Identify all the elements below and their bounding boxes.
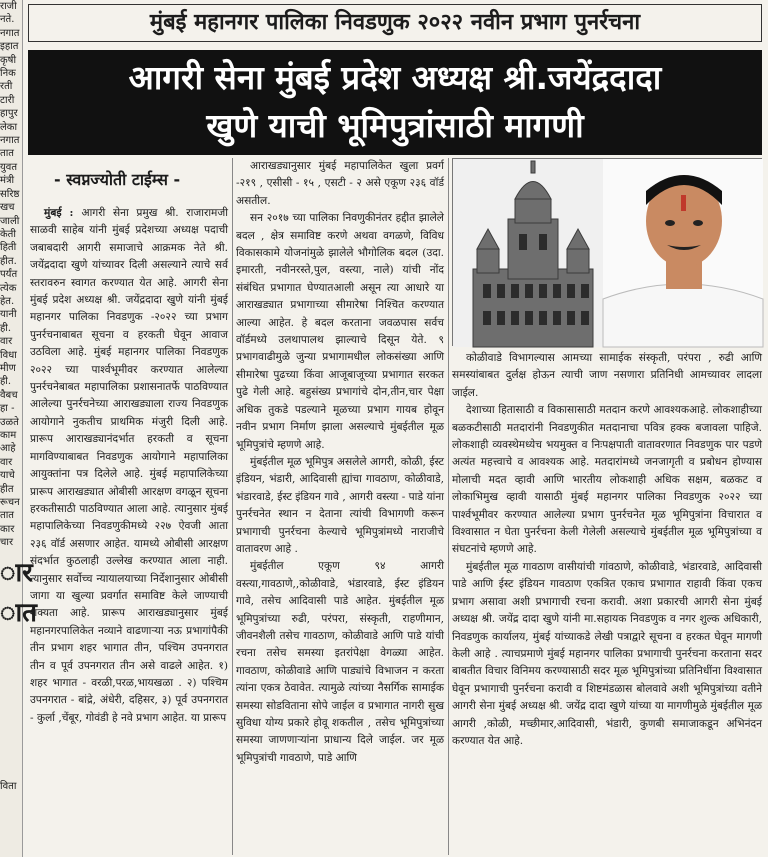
adjacent-column-heading [0, 556, 37, 630]
adjacent-column-line: खच [0, 202, 15, 214]
adjacent-column-line: टारी [0, 94, 15, 106]
adjacent-column-line: काम [0, 430, 17, 441]
adjacent-column-line: इहात [0, 41, 19, 53]
article-column-3 [452, 350, 762, 855]
headline-line-2: खुणे याची भूमिपुत्रांसाठी मागणी [206, 106, 584, 145]
article-paragraph [236, 210, 444, 454]
adjacent-column-line: विधा [0, 349, 17, 361]
byline: - स्वप्नज्योती टाईम्स - [54, 170, 181, 189]
adjacent-column-line: मंत्री [0, 175, 15, 187]
adjacent-column-line: आहे [0, 443, 16, 455]
adjacent-column-line: त्येक [0, 282, 17, 294]
column-divider [448, 158, 449, 855]
article-paragraph [452, 559, 762, 750]
adjacent-column-line: ात [0, 597, 37, 628]
dateline: मुंबई : [44, 207, 82, 219]
adjacent-column-line: राजी [0, 1, 17, 12]
adjacent-column-line: हा - [0, 403, 15, 415]
adjacent-column-line: ही. [0, 376, 12, 388]
adjacent-column-line: ार [0, 557, 33, 588]
adjacent-column-bottom [0, 780, 22, 793]
adjacent-column-line: रती [0, 81, 13, 93]
paragraph-text: मुंबईतील एकूण ९४ आगरी वस्त्या,गावठाणे,,कोळीवाडे, भंडारवाडे, ईस्ट इंडियन गावे, तसेच आदिवासी पाडे आहेत. मुंबईतील मूळ भूमिपुत्रांच्या रुढी, परंपरा, संस्कृती, राहणीमान, जीवनशैली तसेच गावठाण, कोळीवाडे आणि पाडे यांची रचना तसेच समस्या इतरांपेक्षा वेगळ्या आहेत. गावठाण, कोळीवाडे आणि पाड्यांचे विभाजन न करता त्यांना एकत्र ठेवावेत. त्यामुळे त्यांच्या नैसर्गिक सामाईक समस्या सोडविताना सोपे जाईल व प्रभागात नागरी सुख सुविधा योग्य प्रकारे होवू शकतील , तसेच भूमिपुत्रांच्या समस्या जाणणाऱ्यांना प्राधान्य दिले जाईल. जर मूळ भूमिपुत्रांची गावठाणे, पाडे आणि [236, 560, 444, 764]
headline [28, 50, 762, 155]
article-paragraph [236, 558, 444, 767]
paragraph-text: कोळीवाडे विभागल्यास आमच्या सामाईक संस्कृती, परंपरा , रुढी आणि समस्यांबाबत दुर्लक्ष होऊन त्याची जाण नसणारा प्रतिनिधी आमच्यावर लादला जाईल. [452, 352, 762, 399]
adjacent-column-line: निक [0, 68, 16, 80]
paragraph-text: आगरी सेना प्रमुख श्री. राजारामजी साळवी साहेब यांनी मुंबई प्रदेशच्या अध्यक्ष पदाची जबाबदारी आगरी समाजाचे आक्रमक नेते श्री. जयेंद्रदादा खुणे यांच्यावर दिली असल्याने त्याचे सर्व स्तरावरुन स्वागत करण्यात येत आहे. आगरी सेना मुंबई प्रदेश अध्यक्ष श्री. जयेंद्रदादा खुणे यांनी मुंबई महानगर पालिका निवडणुक -२०२२ च्या प्रभाग पुनर्रचनाबाबत सूचना व हरकती घेवून आवाज उठविला आहे. मुंबई महानगर पालिका निवडणुक २०२२ च्या पार्श्वभूमीवर करण्यात आलेल्या पुनर्रचनेबाबत महापालिका प्रशासनातर्फे पाठविण्यात आलेल्या पुनर्रचनेच्या आराखड्याला राज्य निवडणुक आयोगाने नुकतीच प्राथमिक मंजुरी दिली आहे. प्रारूप आराखड्यानंदर्भात हरकती व सूचना मागविण्याबाबत निवडणुक आयोगाने महापालिका आयुक्तांना पत्र दिलेले आहे. मुंबई महापालिकेच्या प्रारूप आराखड्यात ओबीसी आरक्षण वगळून सूचना हरकतीसाठी पाठविण्यात आला आहे. त्यानुसार मुंबई महापालिकेच्या निवडणुकीमध्ये २२७ ऐवजी आता २३६ वॉर्ड असणार आहेत. यामध्ये ओबीसी आरक्षण संदर्भात कुठलाही उल्लेख करण्यात आला नाही. त्यानुसार सर्वोच्च न्यायालयाच्या निर्देशानुसार ओबीसी जागा या खुल्या प्रवर्गात समाविष्ट केले जाण्याची शक्यता आहे. प्रारूप आराखड्यानुसार मुंबई महानगरपालिकेत नव्याने वाढणाऱ्या नऊ प्रभागांपैकी तीन प्रभाग शहर भागात तीन, पश्चिम उपनगरात तीन व पूर्व उपनगरात तीन असे वाढले आहेत. १) शहर भागात - वरळी,परळ,भायखळा . २) पश्चिम उपनगरात - बांद्रे, अंधेरी, दहिसर, ३) पूर्व उपनगरात - कुर्ला ,चेंबूर, गोवंडी हे नवे प्रभाग आहेत. या प्रारूप [30, 207, 229, 724]
article-paragraph [452, 402, 762, 559]
adjacent-column-line: यानी [0, 309, 17, 321]
paragraph-text: सन २०१७ च्या पालिका निवणुकीनंतर हद्दीत झालेले बदल , क्षेत्र समाविष्ट करणे अथवा वगळणे, विविध विकासकामे योजनांमुळे झालेले भौगोलिक बदल (उदा. इमारती, नवीनरस्ते,पुल, वस्त्या, नाले) यांची नोंद संबंधित प्रभागात घेण्यातआली असून त्या आधारे या आराखड्यात प्रभागाच्या सीमारेषा निश्चित करण्यात आल्या आहेत. हे बदल करताना जवळपास सर्वच वॉर्डमध्ये उलथापालथ झाल्याचे दिसून येते. ९ प्रभागवाढीमुळे जुन्या प्रभागामधील लोकसंख्या आणि सीमारेषा पुढच्या किंवा आजूबाजूच्या प्रभागात सरकत पुढे गेली आहे. बहुसंख्य प्रभागांचे दोन,तीन,चार पेक्षा अधिक तुकडे पडल्याने मूळच्या प्रभाग गायब होवून नवीन प्रभाग निर्माण झाला असल्याचे मुंबईतील मूळ भूमिपुत्रांचे म्हणणे आहे. [236, 212, 444, 451]
adjacent-column-line: युवत [0, 161, 18, 173]
adjacent-column-line: तात [0, 510, 14, 522]
bmc-building-and-portrait-image [453, 159, 763, 347]
article-photo [452, 158, 762, 346]
article [28, 0, 764, 857]
adjacent-column-line: नते. [0, 14, 15, 26]
article-paragraph [452, 350, 762, 402]
adjacent-column-line: हिती [0, 242, 17, 254]
adjacent-column-line: हीत. [0, 255, 17, 267]
adjacent-column-line: हापुर [0, 108, 18, 120]
paragraph-text: देशाच्या हितासाठी व विकासासाठी मतदान करणे आवश्यकआहे. लोकशाहीच्या बळकटीसाठी मतदारांनी निवडणुकीत मतदानाचा पवित्र हक्क बजावला पाहिजे. लोकशाही व्यवस्थेमध्येच भयमुक्त व निःपक्षपाती वातावरणात निवडणुक पार पडणे अत्यंत महत्त्वाचे व आवश्यक आहे. मतदारांमध्ये जनजागृती व प्रबोधन होण्यास मोलाची मदत व्हावी आणि भारतीय लोकशाही अधिक सक्षम, बळकट व लोकाभिमुख व्हावी यासाठी मुंबई महानगर पालिका निवडणुक २०२२ च्या पार्श्वभूमीवर करण्यात आलेल्या प्रभाग पुनर्रचनेत मूळ भूमिपुत्रांना विचारात व विश्वासात न घेता पुनर्रचना केली गेलेली असल्याचे मुंबईतील मूळ भूमिपुत्रांच्या व संघटनांचे म्हणणे आहे. [452, 404, 762, 556]
article-paragraph [236, 454, 444, 558]
adjacent-column-line: उळते [0, 416, 19, 428]
adjacent-column-lines [0, 0, 22, 550]
article-column-1 [30, 205, 228, 855]
adjacent-column-line: लेका [0, 121, 18, 133]
adjacent-column-line: रूचन [0, 497, 20, 509]
paragraph-text: आराखड्यानुसार मुंबई महापालिकेत खुला प्रवर्ग -२१९ , एसीसी - १५ , एसटी - २ असे एकूण २३६ वॉर्ड असतील. [236, 160, 444, 207]
adjacent-column-line: कार [0, 523, 15, 535]
adjacent-column-line: हेत. [0, 295, 15, 307]
adjacent-column-line: कृषी [0, 54, 17, 66]
adjacent-column-line: वार [0, 456, 13, 468]
adjacent-column-line: नगात [0, 27, 20, 39]
adjacent-column-line: मीण [0, 362, 16, 374]
adjacent-column-line: वार [0, 336, 13, 348]
adjacent-column-line: हीत [0, 483, 14, 495]
adjacent-column-line: पर्यंत [0, 269, 18, 281]
article-paragraph [30, 205, 228, 727]
adjacent-column-line: सरिष्ठ [0, 188, 20, 200]
headline-line-1: आगरी सेना मुंबई प्रदेश अध्यक्ष श्री.जयेंद्रदादा [128, 58, 662, 97]
adjacent-column-line: चार [0, 537, 14, 549]
adjacent-column-line: तात [0, 148, 14, 160]
adjacent-column-line: ही. [0, 322, 12, 334]
adjacent-column-line: केती [0, 228, 16, 240]
article-column-2 [236, 158, 444, 855]
adjacent-clipped-column [0, 0, 37, 857]
column-divider [232, 158, 233, 855]
article-paragraph [236, 158, 444, 210]
kicker-heading: मुंबई महानगर पालिका निवडणुक २०२२ नवीन प्रभाग पुनर्रचना [28, 4, 762, 42]
adjacent-column-line: जाली [0, 215, 20, 227]
adjacent-column-line: याचे [0, 470, 15, 482]
paragraph-text: मुंबईतील मूळ गावठाण वासीयांची गांवठाणे, कोळीवाडे, भंडारवाडे, आदिवासी पाडे आणि ईस्ट इंडियन गावठाण एकत्रित एकाच प्रभागात राहावी किंवा एकच प्रभाग असावा अशी प्रभागाची रचना करावी. अशा प्रकारची आगरी सेना मुंबई अध्यक्ष श्री. जयेंद्र दादा खुणे यांनी मा.सहायक निवडणुक व नगर शुल्क अधिकारी, निवडणुक कार्यालय, मुंबई यांच्याकडे लेखी पत्राद्वारे सूचना व हरकत घेवून मागणी केली आहे . त्याचप्रमाणे मुंबई महानगर पालिका प्रभागाची पुनर्रचना करताना सदर बाबतीत विचार विनिमय करण्यासाठी सदर मूळ भूमिपुत्रांच्या प्रतिनिधींना विश्वासात घेवून प्रभागाची पुनर्रचना करावी व शिष्टमंडळास बोलवावे अशी भूमिपुत्रांच्या वतीने आगरी सेना मुंबई अध्यक्ष श्री. जयेंद्र दादा खुणे यांच्या या मागणीमुळे मुंबईतील मूळ आगरी ,कोळी, मच्छीमार,आदिवासी, भंडारी, कुणबी समाजाकडून अभिनंदन करण्यात येत आहे. [452, 560, 762, 747]
adjacent-column-line: विता [0, 780, 17, 792]
adjacent-column-line: नगात [0, 135, 20, 147]
adjacent-column-line: वैबच [0, 389, 18, 401]
paragraph-text: मुंबईतील मूळ भूमिपुत्र असलेले आगरी, कोळी, ईस्ट इंडियन, भंडारी, आदिवासी ह्यांचा गावठाण, कोळीवाडे, भंडारवाडे, ईस्ट इंडियन गावे , आगरी वस्त्या - पाडे यांना पुनर्रचनेत स्थान न देताना त्यांची विभागणी करून प्रभागाची पुनर्रचना केल्याचे भूमिपुत्रांमध्ये नाराजीचे वातावरण आहे . [236, 455, 444, 555]
